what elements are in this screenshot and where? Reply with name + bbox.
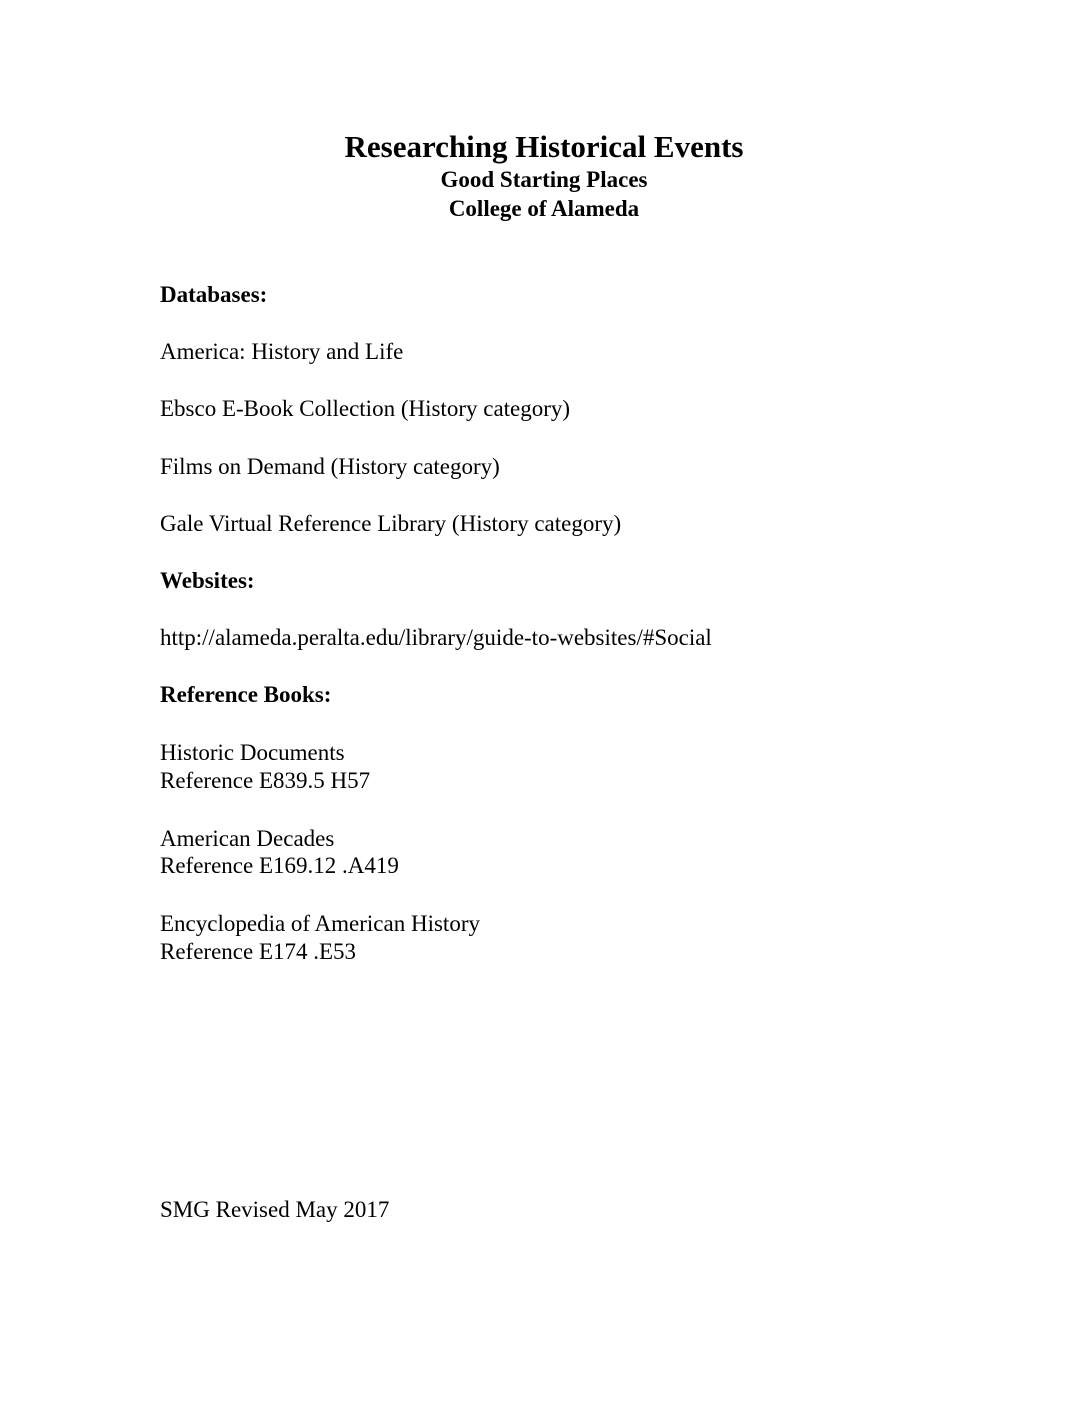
revision-note: SMG Revised May 2017 <box>160 1197 390 1222</box>
reference-book-call-number: Reference E169.12 .A419 <box>160 853 399 878</box>
database-item: Films on Demand (History category) <box>160 454 500 479</box>
websites-heading: Websites: <box>160 568 255 593</box>
reference-book-call-number: Reference E839.5 H57 <box>160 768 371 793</box>
database-item: Ebsco E-Book Collection (History category) <box>160 396 571 421</box>
database-item: America: History and Life <box>160 339 404 364</box>
reference-book-title: Encyclopedia of American History <box>160 911 480 936</box>
reference-book-title: American Decades <box>160 826 335 851</box>
website-url: http://alameda.peralta.edu/library/guide-to-websites/#Social <box>160 625 712 650</box>
databases-heading: Databases: <box>160 282 268 307</box>
reference-book-call-number: Reference E174 .E53 <box>160 939 357 964</box>
reference-books-heading: Reference Books: <box>160 682 332 707</box>
database-item: Gale Virtual Reference Library (History category) <box>160 511 622 536</box>
page-subtitle: Good Starting Places <box>440 167 648 192</box>
page-title: Researching Historical Events <box>344 129 744 164</box>
reference-book-title: Historic Documents <box>160 740 345 765</box>
institution-name: College of Alameda <box>448 196 640 221</box>
